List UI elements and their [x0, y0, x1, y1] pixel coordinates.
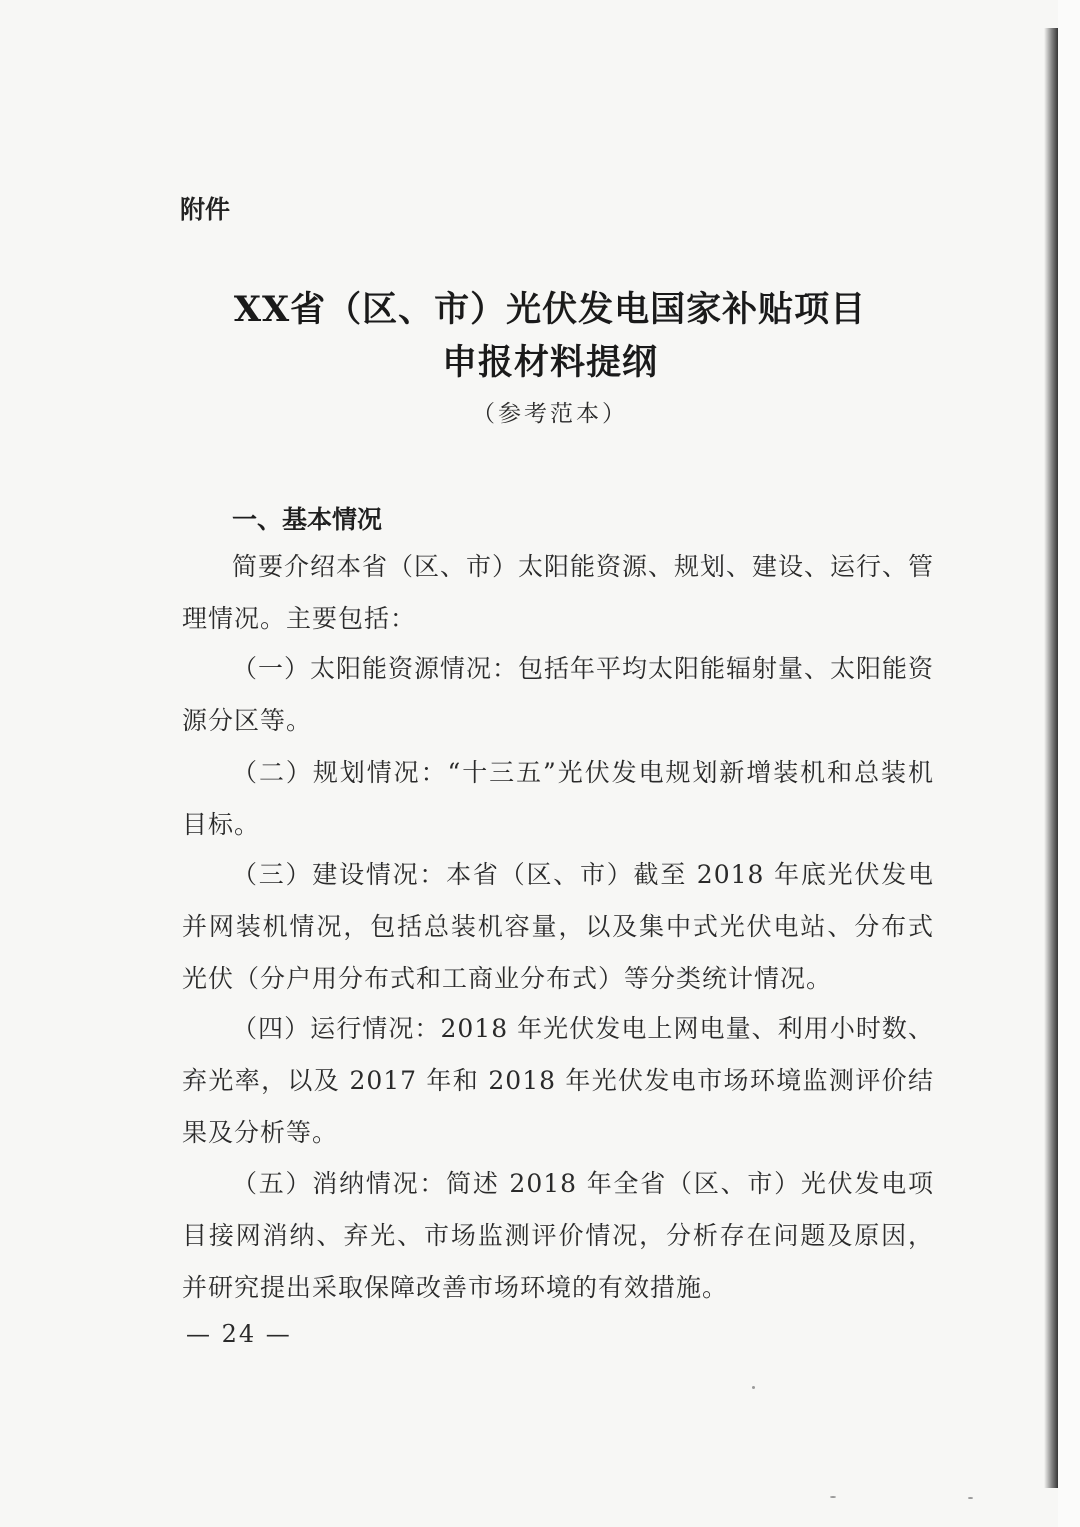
item-consumption: （五）消纳情况：简述 2018 年全省（区、市）光伏发电项目接网消纳、弃光、市场监测评价情况，分析存在问题及原因，并研究提出采取保障改善市场环境的有效措施。 — [182, 1169, 934, 1302]
item-operation: （四）运行情况：2018 年光伏发电上网电量、利用小时数、弃光率，以及 2017 年和 2018 年光伏发电市场环境监测评价结果及分析等。 — [182, 1014, 934, 1147]
page-edge — [1058, 0, 1080, 1527]
scan-speck — [968, 1497, 973, 1499]
attachment-label: 附件 — [180, 195, 231, 224]
document-title-line-2: 申报材料提纲 — [441, 342, 658, 383]
item-planning: （二）规划情况：“十三五”光伏发电规划新增装机和总装机目标。 — [182, 758, 934, 839]
item-construction: （三）建设情况：本省（区、市）截至 2018 年底光伏发电并网装机情况，包括总装机容量，以及集中式光伏电站、分布式光伏（分户用分布式和工商业分布式）等分类统计情况。 — [182, 860, 934, 993]
scan-speck — [752, 1386, 755, 1389]
section-heading: 一、基本情况 — [232, 505, 383, 534]
scan-shadow — [1044, 28, 1058, 1488]
document-subtitle: （参考范本） — [472, 401, 628, 427]
page-number: — 24 — — [186, 1320, 292, 1348]
section-intro-paragraph: 简要介绍本省（区、市）太阳能资源、规划、建设、运行、管理情况。主要包括： — [182, 552, 935, 633]
item-solar-resources: （一）太阳能资源情况：包括年平均太阳能辐射量、太阳能资源分区等。 — [182, 654, 935, 735]
document-title-line-1: XX省（区、市）光伏发电国家补贴项目 — [233, 289, 867, 330]
scan-speck — [830, 1496, 836, 1498]
